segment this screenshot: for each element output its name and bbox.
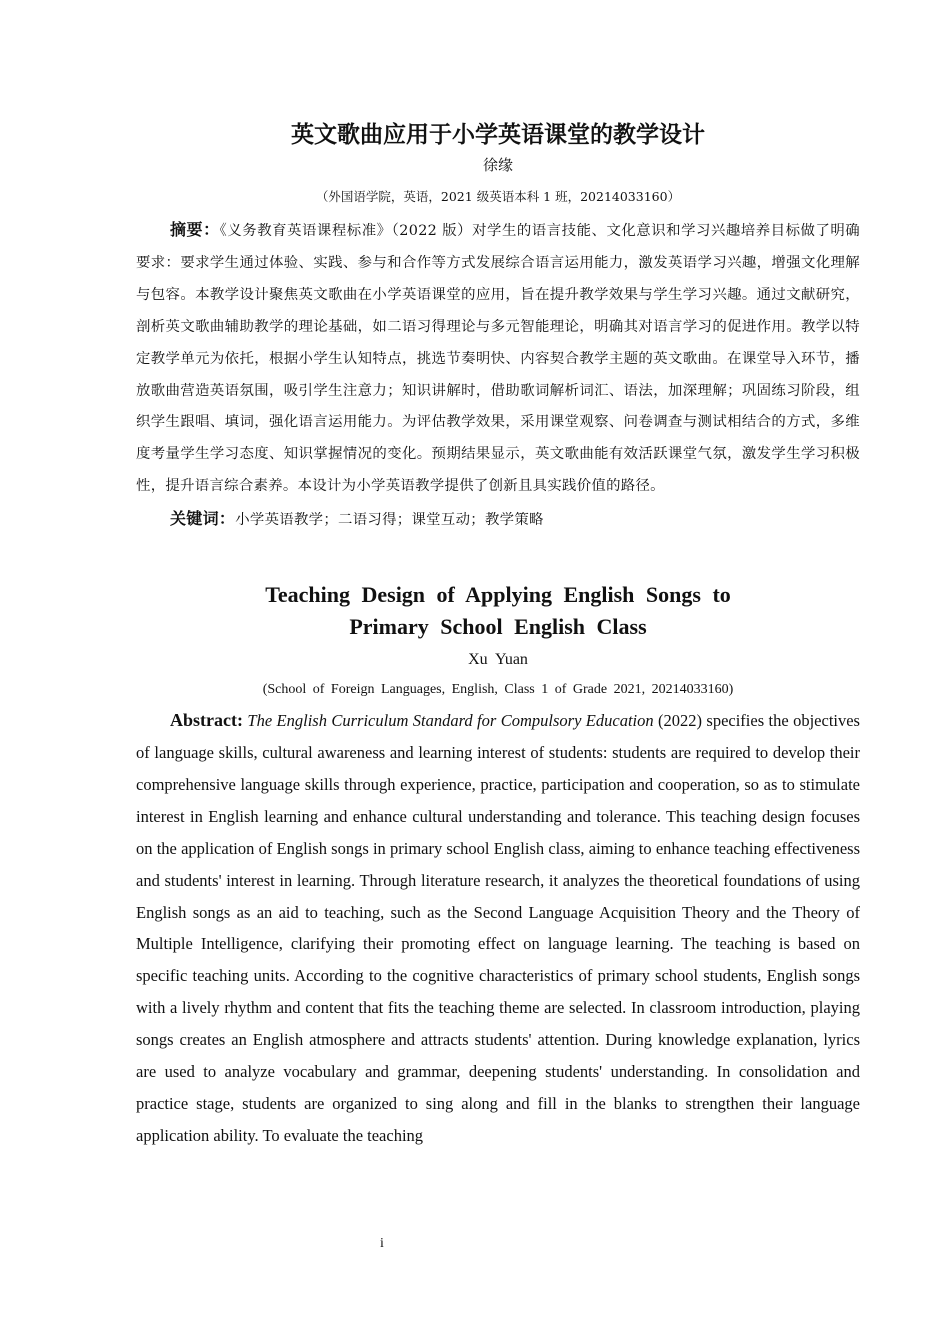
english-author: Xu Yuan	[468, 651, 528, 669]
english-abstract-label: Abstract:	[170, 710, 243, 731]
chinese-abstract	[136, 214, 860, 503]
chinese-abstract-label: 摘要：	[170, 220, 220, 239]
english-affiliation: (School of Foreign Languages, English, Class 1 of Grade 2021, 20214033160)	[262, 682, 734, 698]
chinese-keywords-label: 关键词：	[170, 509, 236, 529]
chinese-keywords	[136, 503, 860, 537]
page-number: i	[380, 1236, 384, 1251]
chinese-author: 徐缘	[482, 156, 513, 174]
english-title	[136, 579, 860, 643]
chinese-affiliation: （外国语学院，英语，2021 级英语本科 1 班，20214033160）	[315, 189, 681, 204]
english-title-line-2: Primary School English Class	[349, 614, 647, 640]
english-abstract	[136, 705, 860, 1152]
english-title-line-1: Teaching Design of Applying English Songs to	[265, 582, 731, 608]
document-page	[136, 118, 860, 1152]
chinese-abstract-text: 《义务教育英语课程标准》（2022 版）对学生的语言技能、文化意识和学习兴趣培养目标做了明确要求：要求学生通过体验、实践、参与和合作等方式发展综合语言运用能力，激发英语学习兴趣，增强文化理解与包容。本教学设计聚焦英文歌曲在小学英语课堂的应用，旨在提升教学效果与学生学习兴趣。通过文献研究，剖析英文歌曲辅助教学的理论基础，如二语习得理论与多元智能理论，明确其对语言学习的促进作用。教学以特定教学单元为依托，根据小学生认知特点，挑选节奏明快、内容契合教学主题的英文歌曲。在课堂导入环节，播放歌曲营造英语氛围，吸引学生注意力；知识讲解时，借助歌词解析词汇、语法，加深理解；巩固练习阶段，组织学生跟唱、填词，强化语言运用能力。为评估教学效果，采用课堂观察、问卷调查与测试相结合的方式，多维度考量学生学习态度、知识掌握情况的变化。预期结果显示，英文歌曲能有效活跃课堂气氛，激发学生学习积极性，提升语言综合素养。本设计为小学英语教学提供了创新且具实践价值的路径。	[136, 223, 860, 495]
chinese-title: 英文歌曲应用于小学英语课堂的教学设计	[291, 122, 705, 148]
english-abstract-italic-title: The English Curriculum Standard for Compulsory Education	[247, 711, 654, 731]
chinese-keywords-text: 小学英语教学；二语习得；课堂互动；教学策略	[235, 512, 544, 529]
english-abstract-text: (2022) specifies the objectives of language skills, cultural awareness and learning interest of students: students are required to develop their comprehensive language skills through experience, practice, participation and cooperation, so as to stimulate interest in English learning and enhance cultural understanding and tolerance. This teaching design focuses on the application of English songs in primary school English class, aiming to enhance teaching effectiveness and students' interest in learning. Through literature research, it analyzes the theoretical foundations of using English songs as an aid to teaching, such as the Second Language Acquisition Theory and the Theory of Multiple Intelligence, clarifying their promoting effect on language learning. The teaching is based on specific teaching units. According to the cognitive characteristics of primary school students, English songs with a lively rhythm and content that fits the teaching theme are selected. In classroom introduction, playing songs creates an English atmosphere and attracts students' attention. During knowledge explanation, lyrics are used to analyze vocabulary and grammar, deepening students' understanding. In consolidation and practice stage, students are organized to sing along and fill in the blanks to strengthen their language application ability. To evaluate the teaching	[136, 711, 860, 1145]
